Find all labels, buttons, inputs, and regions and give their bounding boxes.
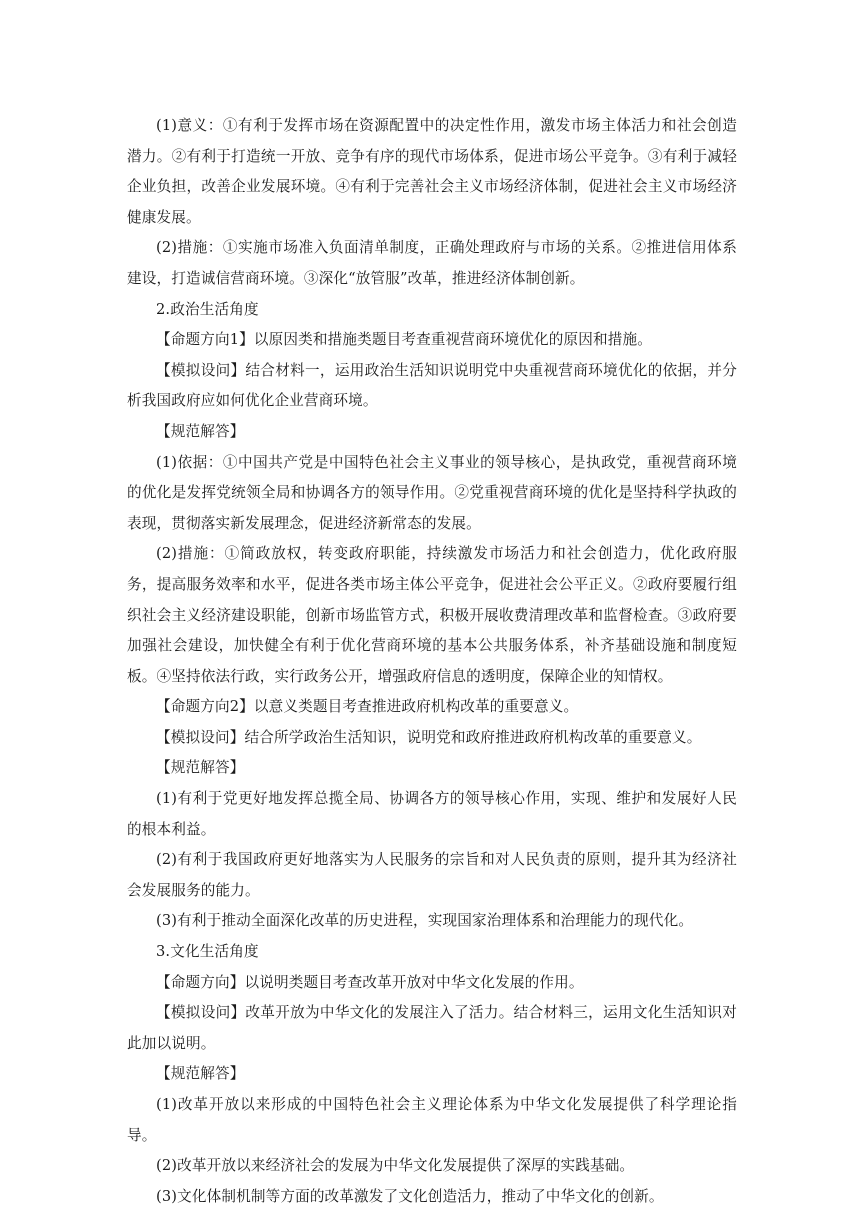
- mock-question-3: 【模拟设问】改革开放为中华文化的发展注入了活力。结合材料三，运用文化生活知识对此加以说明。: [127, 1004, 737, 1052]
- paragraph-economic-significance: (1)意义：①有利于发挥市场在资源配置中的决定性作用，激发市场主体活力和社会创造潜力。②有利于打造统一开放、竞争有序的现代市场体系，促进市场公平竞争。③有利于减轻企业负担，改善企业发展环境。④有利于完善社会主义市场经济体制，促进社会主义市场经济健康发展。: [127, 117, 737, 226]
- answer-point-2-1: (1)有利于党更好地发挥总揽全局、协调各方的领导核心作用，实现、维护和发展好人民的根本利益。: [127, 790, 737, 838]
- paragraph-politics-measures: (2)措施：①简政放权，转变政府职能，持续激发市场活力和社会创造力，优化政府服务，提高服务效率和水平，促进各类市场主体公平竞争，促进社会公平正义。②政府要履行组织社会主义经济建设职能，创新市场监管方式，积极开展收费清理改革和监督检查。③政府要加强社会建设，加快健全有利于优化营商环境的基本公共服务体系，补齐基础设施和制度短板。④坚持依法行政，实行政务公开，增强政府信息的透明度，保障企业的知情权。: [127, 545, 737, 685]
- standard-answer-heading-1: 【规范解答】: [156, 422, 245, 440]
- standard-answer-heading-2: 【规范解答】: [156, 759, 245, 777]
- question-direction-3: 【命题方向】以说明类题目考查改革开放对中华文化发展的作用。: [156, 973, 584, 991]
- section-heading-culture: 3.文化生活角度: [156, 943, 259, 961]
- answer-point-3-1: (1)改革开放以来形成的中国特色社会主义理论体系为中华文化发展提供了科学理论指导。: [127, 1096, 737, 1144]
- mock-question-2: 【模拟设问】结合所学政治生活知识，说明党和政府推进政府机构改革的重要意义。: [156, 728, 702, 746]
- answer-point-2-2: (2)有利于我国政府更好地落实为人民服务的宗旨和对人民负责的原则，提升其为经济社会发展服务的能力。: [127, 851, 737, 899]
- question-direction-2: 【命题方向2】以意义类题目考查推进政府机构改革的重要意义。: [156, 698, 579, 716]
- section-heading-politics: 2.政治生活角度: [156, 300, 259, 318]
- answer-point-3-2: (2)改革开放以来经济社会的发展为中华文化发展提供了深厚的实践基础。: [156, 1157, 635, 1175]
- document-body: [127, 111, 737, 1212]
- answer-point-3-3: (3)文化体制机制等方面的改革激发了文化创造活力，推动了中华文化的创新。: [156, 1187, 664, 1205]
- mock-question-1: 【模拟设问】结合材料一，运用政治生活知识说明党中央重视营商环境优化的依据，并分析我国政府应如何优化企业营商环境。: [127, 361, 737, 410]
- answer-point-2-3: (3)有利于推动全面深化改革的历史进程，实现国家治理体系和治理能力的现代化。: [156, 912, 694, 930]
- question-direction-1: 【命题方向1】以原因类和措施类题目考查重视营商环境优化的原因和措施。: [156, 331, 652, 349]
- paragraph-politics-basis: (1)依据：①中国共产党是中国特色社会主义事业的领导核心，是执政党，重视营商环境的优化是发挥党统领全局和协调各方的领导作用。②党重视营商环境的优化是坚持科学执政的表现，贯彻落实新发展理念，促进经济新常态的发展。: [127, 453, 737, 532]
- paragraph-economic-measures: (2)措施：①实施市场准入负面清单制度，正确处理政府与市场的关系。②推进信用体系建设，打造诚信营商环境。③深化“放管服”改革，推进经济体制创新。: [127, 239, 737, 287]
- standard-answer-heading-3: 【规范解答】: [156, 1065, 245, 1083]
